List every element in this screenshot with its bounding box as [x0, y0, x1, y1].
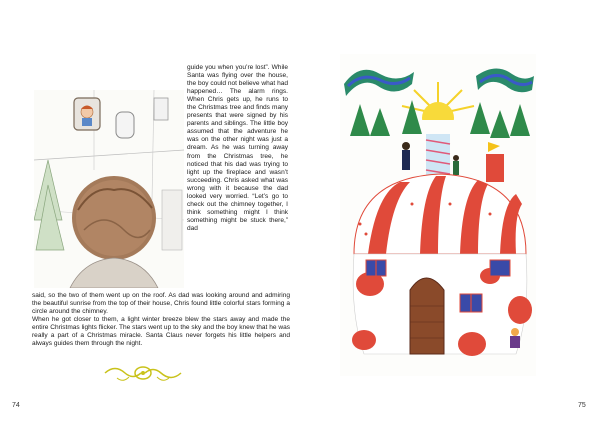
boy-window-illustration	[34, 90, 184, 288]
decorative-ornament-icon	[103, 362, 183, 384]
page-number: 74	[12, 402, 20, 409]
page-number: 75	[578, 402, 586, 409]
story-paragraph: When he got closer to them, a light winter breeze blew the stars away and made the entire Christmas lights flicker. The stars went up to the sky and the boy knew that he was really a part of a Christmas miracle. Santa Claus never forgets his little helpers and always guides them through the night.	[32, 316, 290, 348]
story-paragraph: guide you when you’re lost”. While Santa was flying over the house, the boy could not believe what had happened… The alarm rings. When Chris gets up, he runs to the Christmas tree and finds many presents that were signed by his parents and siblings. The little boy assumed that the adventure he was on the other night was just a dream. As he was turning away from the Christmas tree, he noticed that his dad was trying to light up the fireplace and wasn’t succeeding. Chris asked what was wrong with it because the dad looked very worried. “Let’s go to check out the chimney together, I think something might I think something might be stuck there,” dad	[187, 64, 288, 232]
house-sunrise-illustration	[340, 54, 536, 376]
story-text-top	[187, 64, 288, 233]
story-text-bottom	[32, 292, 290, 348]
story-paragraph: said, so the two of them went up on the roof. As dad was looking around and admiring the beautiful sunrise from the top of their house, Chris found little colorful stars forming a circle around the chimney.	[32, 292, 290, 316]
